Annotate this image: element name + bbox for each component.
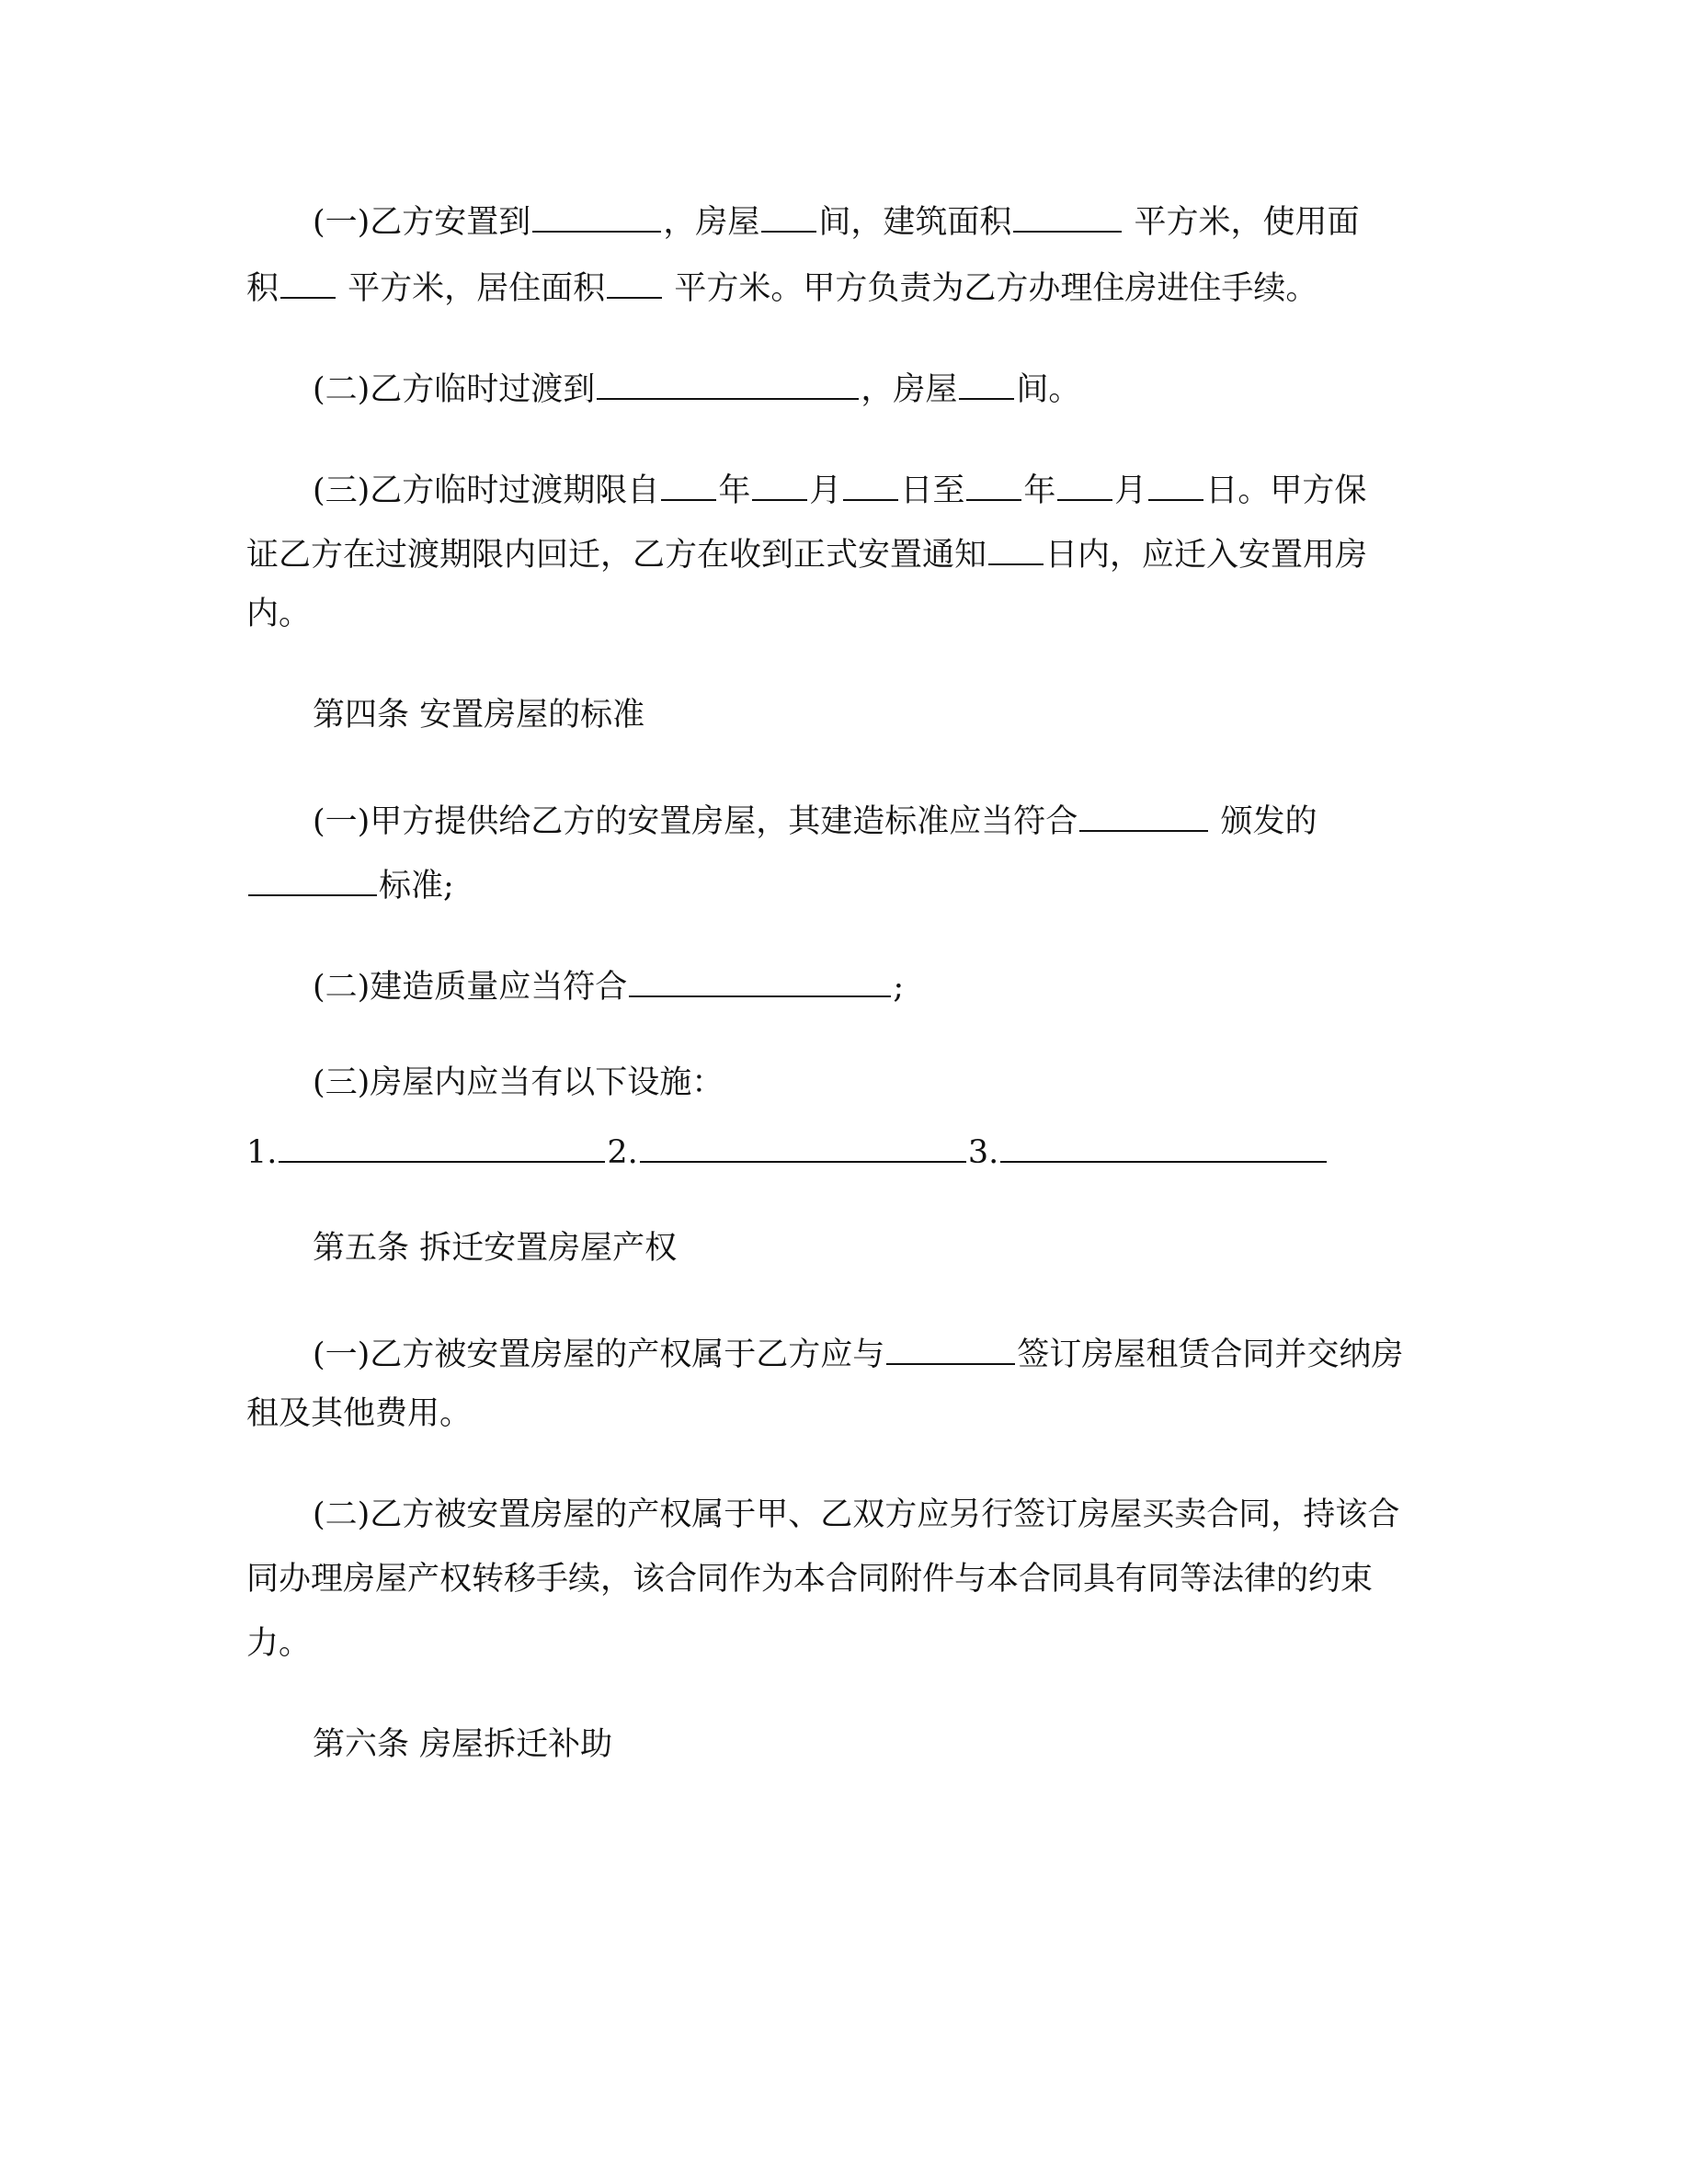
text: (三)乙方临时过渡期限自 bbox=[313, 472, 660, 509]
text: 日。甲方保 bbox=[1205, 472, 1367, 509]
art3-item1-line1 bbox=[313, 197, 1360, 243]
blank-field[interactable] bbox=[988, 529, 1044, 565]
text: ; bbox=[893, 968, 905, 1006]
text: 内。 bbox=[246, 596, 312, 632]
art5-item2-line1: (二)乙方被安置房屋的产权属于甲、乙双方应另行签订房屋买卖合同，持该合 bbox=[313, 1496, 1400, 1533]
blank-field[interactable] bbox=[1013, 197, 1122, 233]
text: 间。 bbox=[1016, 370, 1081, 408]
text: (一)乙方安置到 bbox=[313, 203, 531, 241]
blank-field[interactable] bbox=[1000, 1127, 1327, 1163]
art4-item2 bbox=[313, 961, 904, 1007]
art3-item3-line3 bbox=[246, 594, 311, 634]
text: (二)建造质量应当符合 bbox=[313, 968, 628, 1006]
blank-field[interactable] bbox=[629, 961, 891, 997]
text: 租及其他费用。 bbox=[246, 1395, 473, 1432]
text: 年 bbox=[718, 472, 751, 509]
art5-item1-line1 bbox=[313, 1329, 1403, 1375]
blank-field[interactable] bbox=[1057, 465, 1112, 501]
text: (一)乙方被安置房屋的产权属于乙方应与 bbox=[313, 1336, 885, 1373]
blank-field[interactable] bbox=[1079, 796, 1208, 832]
text: 证乙方在过渡期限内回迁，乙方在收到正式安置通知 bbox=[246, 536, 987, 574]
text: 颁发的 bbox=[1220, 802, 1317, 840]
art5-heading: 第五条 拆迁安置房屋产权 bbox=[313, 1230, 678, 1267]
blank-field[interactable] bbox=[966, 465, 1021, 501]
text: 平方米。甲方负责为乙方办理住房进住手续。 bbox=[674, 269, 1318, 307]
art3-item2 bbox=[313, 364, 1080, 410]
blank-field[interactable] bbox=[1148, 465, 1203, 501]
text: ，房屋 bbox=[663, 203, 760, 241]
art3-item3-line1 bbox=[313, 465, 1366, 511]
text: ，房屋 bbox=[861, 370, 958, 408]
text: 日至 bbox=[900, 472, 965, 509]
art4-item1-line2 bbox=[246, 860, 454, 906]
blank-field[interactable] bbox=[280, 263, 336, 299]
art5-item1-line2 bbox=[246, 1393, 472, 1434]
text: 签订房屋租赁合同并交纳房 bbox=[1017, 1336, 1404, 1373]
text: (三)房屋内应当有以下设施： bbox=[313, 1064, 724, 1101]
text: 积 bbox=[246, 269, 279, 307]
blank-field[interactable] bbox=[752, 465, 807, 501]
blank-field[interactable] bbox=[532, 197, 661, 233]
blank-field[interactable] bbox=[959, 364, 1014, 400]
blank-field[interactable] bbox=[843, 465, 898, 501]
art5-item2-line2: 同办理房屋产权转移手续，该合同作为本合同附件与本合同具有同等法律的约束 bbox=[246, 1561, 1374, 1598]
list-number: 2. bbox=[607, 1133, 638, 1171]
text: 平方米，居住面积 bbox=[348, 269, 606, 307]
art6-heading: 第六条 房屋拆迁补助 bbox=[313, 1726, 613, 1763]
art5-item2-line3: 力。 bbox=[246, 1625, 312, 1662]
art4-item3 bbox=[313, 1063, 724, 1103]
blank-field[interactable] bbox=[886, 1329, 1015, 1365]
text: 年 bbox=[1023, 472, 1056, 509]
text: 间，建筑面积 bbox=[818, 203, 1012, 241]
blank-field[interactable] bbox=[761, 197, 816, 233]
art4-facilities-list bbox=[246, 1127, 1329, 1173]
blank-field[interactable] bbox=[597, 364, 859, 400]
blank-field[interactable] bbox=[640, 1127, 966, 1163]
text: 日内，应迁入安置用房 bbox=[1045, 536, 1368, 574]
blank-field[interactable] bbox=[661, 465, 716, 501]
blank-field[interactable] bbox=[248, 860, 377, 896]
text: 标准; bbox=[379, 867, 454, 904]
blank-field[interactable] bbox=[279, 1127, 605, 1163]
art3-item3-line2 bbox=[246, 529, 1367, 575]
art3-item1-line2 bbox=[246, 263, 1317, 309]
text: 月 bbox=[1114, 472, 1147, 509]
blank-field[interactable] bbox=[607, 263, 662, 299]
list-number: 3. bbox=[967, 1133, 999, 1171]
text: 平方米，使用面 bbox=[1134, 203, 1360, 241]
text: 月 bbox=[809, 472, 842, 509]
art4-heading: 第四条 安置房屋的标准 bbox=[313, 697, 645, 734]
art4-item1-line1 bbox=[313, 796, 1317, 842]
text: (一)甲方提供给乙方的安置房屋，其建造标准应当符合 bbox=[313, 802, 1078, 840]
list-number: 1. bbox=[246, 1133, 278, 1171]
text: (二)乙方临时过渡到 bbox=[313, 370, 596, 408]
